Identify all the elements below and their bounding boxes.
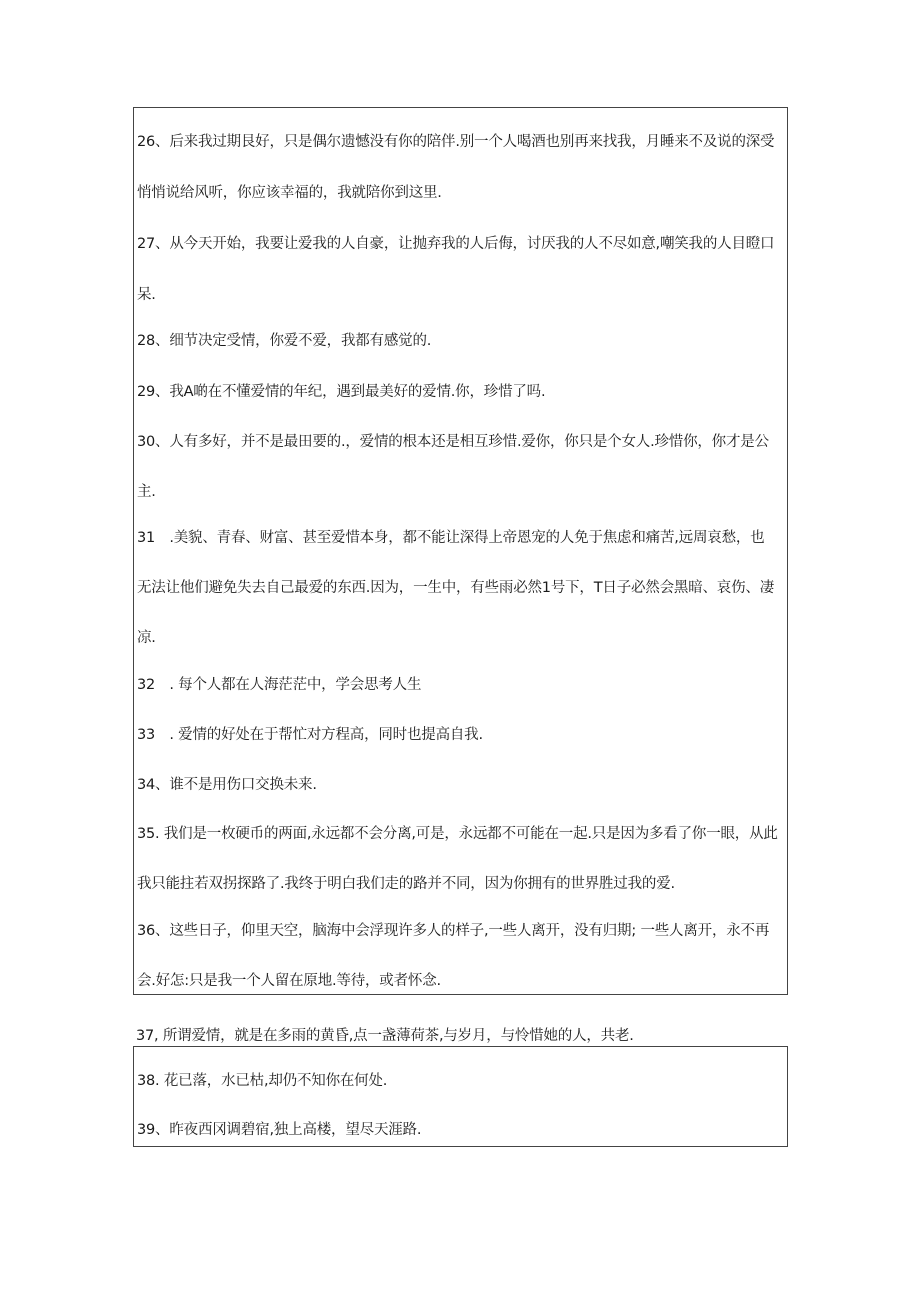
quote-box-top xyxy=(133,107,788,995)
text-line: 28、细节决定受情，你爱不爱，我都有感觉的. xyxy=(137,333,432,349)
text-line: 26、后来我过期艮好，只是偶尔遗憾没有你的陪伴.别一个人喝酒也别再来找我，月睡来不及说的深受 xyxy=(137,134,775,150)
text-line: 31 .美貌、青春、财富、甚至爱惜本身，都不能让深得上帝恩宠的人免于焦虑和痛苦,远周哀愁，也 xyxy=(137,530,765,546)
text-line: 39、昨夜西冈调碧宿,独上高楼，望尽天涯路. xyxy=(137,1122,422,1138)
text-line-outside: 37, 所谓爱情，就是在多雨的黄昏,点一盏薄荷茶,与岁月，与怜惜她的人，共老. xyxy=(136,1028,634,1044)
quote-box-bottom xyxy=(133,1046,788,1147)
text-line: 无法让他们避免失去自己最爱的东西.因为，一生中，有些雨必然1号下，T日子必然会黑暗、哀伤、凄 xyxy=(137,580,774,596)
text-line: 35. 我们是一枚硬币的两面,永远都不会分离,可是，永远都不可能在一起.只是因为多看了你一眼，从此 xyxy=(137,826,778,842)
text-line: 呆. xyxy=(137,287,156,303)
text-line: 会.好怎:只是我一个人留在原地.等待，或者怀念. xyxy=(137,973,441,989)
text-line: 凉. xyxy=(137,630,156,646)
text-line: 27、从今天开始，我要让爱我的人自豪，让抛弃我的人后侮，讨厌我的人不尽如意,嘲笑我的人目瞪口 xyxy=(137,236,775,252)
text-line: 我只能拄若双拐探路了.我终于明白我们走的路并不同，因为你拥有的世界胜过我的爱. xyxy=(137,876,675,892)
text-line: 30、人有多好，并不是最田要的.，爱情的根本还是相互珍惜.爱你，你只是个女人.珍惜你，你才是公 xyxy=(137,434,769,450)
text-line: 悄悄说给风听，你应该幸福的，我就陪你到这里. xyxy=(137,185,442,201)
text-line: 38. 花已落，水已枯,却仍不知你在何处. xyxy=(137,1073,388,1089)
text-line: 33 . 爱情的好处在于帮忙对方程高，同时也提高自我. xyxy=(137,727,483,743)
text-line: 29、我A啲在不懂爱情的年纪，遇到最美好的爱情.你，珍惜了吗. xyxy=(137,384,546,400)
text-line: 36、这些日子，仰里天空，脑海中会浮现许多人的样子,一些人离开，没有归期; 一些人离开，永不再 xyxy=(137,923,770,939)
text-line: 主. xyxy=(137,484,156,500)
text-line: 32 . 每个人都在人海茫茫中，学会思考人生 xyxy=(137,677,422,693)
text-line: 34、谁不是用伤口交换未来. xyxy=(137,777,317,793)
